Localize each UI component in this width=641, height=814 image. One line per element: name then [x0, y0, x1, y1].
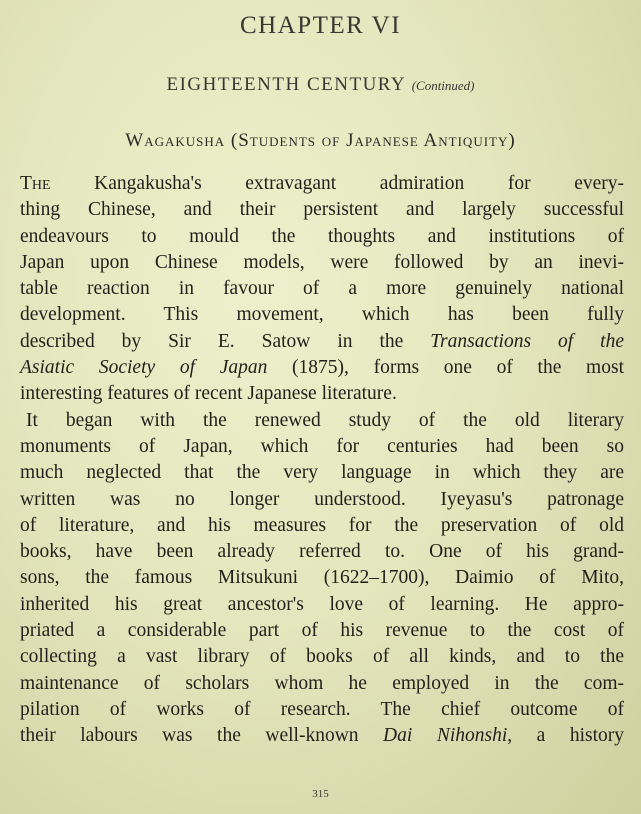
line-text: their labours was the well-known: [20, 725, 384, 747]
text-line: interesting features of recent Japanese literature.: [20, 383, 397, 405]
text-line: of literature, and his measures for the preservation of old: [20, 514, 624, 536]
italic-title: Dai Nihonshi: [383, 725, 508, 747]
text-line: sons, the famous Mitsukuni (1622–1700), Daimio of Mito,: [20, 567, 624, 589]
italic-title: Transactions of the: [430, 330, 624, 352]
text-line: much neglected that the very language in which they are: [20, 462, 624, 484]
text-line: inherited his great ancestor's love of learning. He appro-: [20, 593, 624, 615]
text-line: [20, 355, 624, 381]
line-text: , a history: [507, 725, 624, 747]
text-line: It began with the renewed study of the old literary: [26, 409, 624, 431]
text-line: maintenance of scholars whom he employed in the com-: [20, 672, 624, 694]
chapter-subtitle: [0, 74, 641, 96]
text-line: [20, 329, 624, 355]
section-heading: Wagakusha (Students of Japanese Antiquity): [125, 130, 516, 151]
text-line: pilation of works of research. The chief outcome of: [20, 698, 624, 720]
text-line: [20, 723, 624, 749]
text-line: thing Chinese, and their persistent and largely successful: [20, 199, 624, 221]
line-text: described by Sir E. Satow in the: [20, 330, 431, 352]
text-line: books, have been already referred to. One of his grand-: [20, 541, 624, 563]
line-text: (1875), forms one of the most: [267, 357, 624, 379]
body-text: [20, 171, 624, 750]
page-number: 315: [312, 788, 329, 800]
subtitle-main: EIGHTEENTH CENTURY: [166, 74, 406, 95]
drop-word: The: [20, 173, 51, 194]
italic-title: Asiatic Society of Japan: [20, 357, 268, 379]
line-text: Kangakusha's extravagant admiration for every-: [50, 173, 624, 194]
chapter-heading: CHAPTER VI: [239, 12, 402, 39]
text-line: [20, 171, 624, 197]
text-line: collecting a vast library of books of all kinds, and to the: [20, 646, 624, 668]
text-line: endeavours to mould the thoughts and institutions of: [20, 225, 624, 247]
subtitle-note: (Continued): [411, 78, 475, 93]
text-line: table reaction in favour of a more genuinely national: [20, 278, 624, 300]
text-line: priated a considerable part of his revenue to the cost of: [20, 620, 624, 642]
text-line: development. This movement, which has been fully: [20, 304, 624, 326]
text-line: written was no longer understood. Iyeyasu's patronage: [20, 488, 624, 510]
text-line: Japan upon Chinese models, were followed by an inevi-: [20, 251, 624, 273]
text-line: monuments of Japan, which for centuries had been so: [20, 435, 624, 457]
